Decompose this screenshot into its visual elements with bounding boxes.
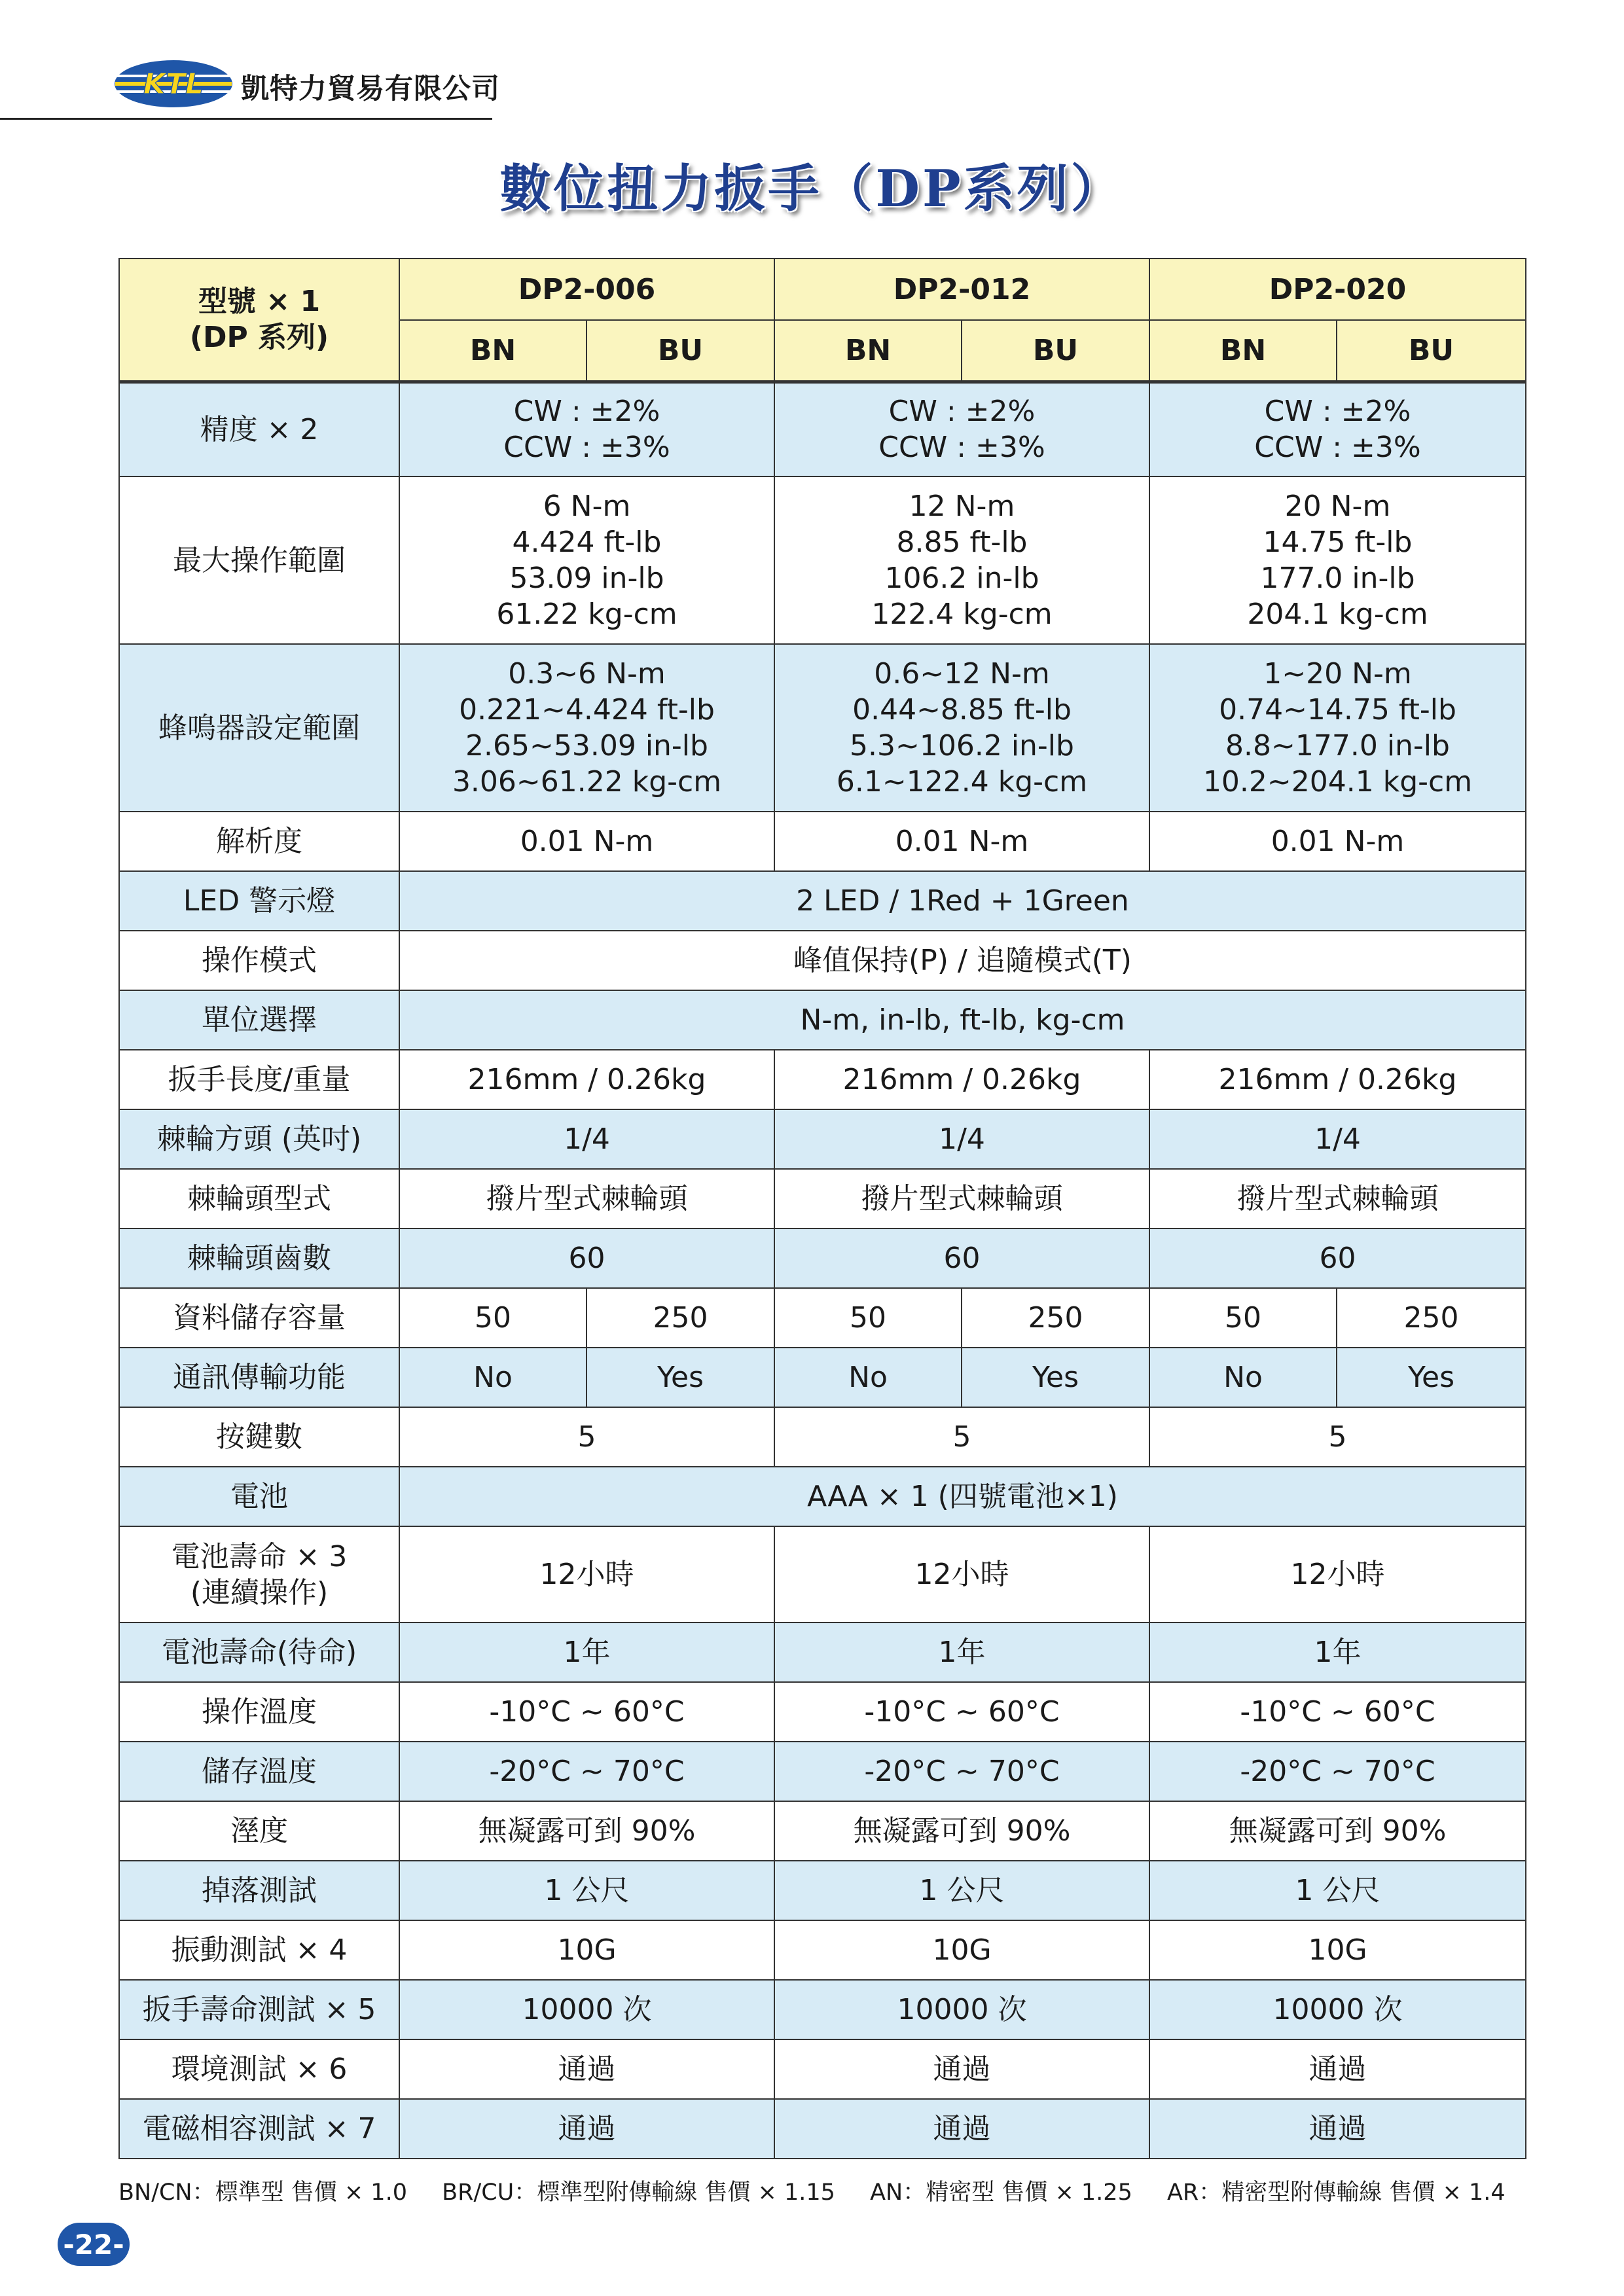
footnote-item: AR：精密型附傳輸線 售價 × 1.4 bbox=[1166, 2179, 1506, 2206]
value-cell: 50 bbox=[774, 1288, 962, 1348]
value-cell: CW : ±2% CCW : ±3% bbox=[774, 382, 1149, 476]
value-cell: 1/4 bbox=[399, 1109, 774, 1169]
value-cell: 0.01 N-m bbox=[399, 812, 774, 871]
value-cell: 峰值保持(P) / 追隨模式(T) bbox=[399, 931, 1526, 990]
row-label: 扳手長度/重量 bbox=[119, 1050, 399, 1109]
row-label: 環境測試 × 6 bbox=[119, 2039, 399, 2099]
value-cell: 1 公尺 bbox=[1149, 1861, 1526, 1920]
value-cell: 撥片型式棘輪頭 bbox=[399, 1169, 774, 1229]
row-label: 電池壽命 × 3 (連續操作) bbox=[119, 1526, 399, 1623]
variant-header: BN bbox=[399, 320, 586, 382]
row-label: 電池 bbox=[119, 1467, 399, 1526]
row-label: 振動測試 × 4 bbox=[119, 1920, 399, 1980]
value-cell: 50 bbox=[399, 1288, 586, 1348]
model-header: DP2-006 bbox=[399, 259, 774, 320]
value-cell: 216mm / 0.26kg bbox=[1149, 1050, 1526, 1109]
row-label: 操作溫度 bbox=[119, 1682, 399, 1742]
value-cell: 216mm / 0.26kg bbox=[399, 1050, 774, 1109]
row-mode bbox=[119, 931, 1526, 990]
row-label: 資料儲存容量 bbox=[119, 1288, 399, 1348]
row-storage-temp bbox=[119, 1742, 1526, 1801]
row-label: 通訊傳輸功能 bbox=[119, 1348, 399, 1407]
row-label: LED 警示燈 bbox=[119, 871, 399, 931]
variant-header: BU bbox=[962, 320, 1149, 382]
variant-header: BN bbox=[774, 320, 962, 382]
value-cell: 通過 bbox=[399, 2039, 774, 2099]
value-cell: 10000 次 bbox=[774, 1980, 1149, 2039]
row-label: 棘輪方頭 (英吋) bbox=[119, 1109, 399, 1169]
value-cell: -20°C ~ 70°C bbox=[399, 1742, 774, 1801]
value-cell: -10°C ~ 60°C bbox=[1149, 1682, 1526, 1742]
value-cell: -10°C ~ 60°C bbox=[774, 1682, 1149, 1742]
row-vibration bbox=[119, 1920, 1526, 1980]
value-cell: 10G bbox=[399, 1920, 774, 1980]
header-divider bbox=[0, 118, 492, 120]
value-cell: No bbox=[399, 1348, 586, 1407]
header-row-models bbox=[119, 259, 1526, 320]
model-label-cell: 型號 × 1 (DP 系列) bbox=[119, 259, 399, 382]
row-max-range bbox=[119, 476, 1526, 644]
value-cell: 1 公尺 bbox=[399, 1861, 774, 1920]
row-accuracy bbox=[119, 382, 1526, 476]
variant-header: BU bbox=[1337, 320, 1526, 382]
row-units bbox=[119, 990, 1526, 1050]
row-label: 儲存溫度 bbox=[119, 1742, 399, 1801]
row-label: 按鍵數 bbox=[119, 1407, 399, 1467]
row-standby bbox=[119, 1623, 1526, 1682]
row-life-test bbox=[119, 1980, 1526, 2039]
ktl-logo bbox=[113, 58, 234, 110]
page-number: -22- bbox=[58, 2223, 130, 2266]
row-drop-test bbox=[119, 1861, 1526, 1920]
row-resolution bbox=[119, 812, 1526, 871]
row-battery-life bbox=[119, 1526, 1526, 1623]
page-title: 數位扭力扳手（DP系列） bbox=[499, 159, 1125, 219]
value-cell: Yes bbox=[1337, 1348, 1526, 1407]
value-cell: 10000 次 bbox=[1149, 1980, 1526, 2039]
value-cell: 216mm / 0.26kg bbox=[774, 1050, 1149, 1109]
value-cell: 撥片型式棘輪頭 bbox=[1149, 1169, 1526, 1229]
row-label: 最大操作範圍 bbox=[119, 476, 399, 644]
footnote-item: BN/CN：標準型 售價 × 1.0 bbox=[118, 2179, 407, 2206]
value-cell: -20°C ~ 70°C bbox=[774, 1742, 1149, 1801]
value-cell: N-m, in-lb, ft-lb, kg-cm bbox=[399, 990, 1526, 1050]
value-cell: 通過 bbox=[774, 2099, 1149, 2159]
price-footnote bbox=[118, 2174, 1532, 2207]
variant-header: BU bbox=[586, 320, 774, 382]
row-label: 蜂鳴器設定範圍 bbox=[119, 644, 399, 812]
row-label: 電池壽命(待命) bbox=[119, 1623, 399, 1682]
row-led bbox=[119, 871, 1526, 931]
value-cell: 60 bbox=[1149, 1229, 1526, 1288]
value-cell: 12 N-m 8.85 ft-lb 106.2 in-lb 122.4 kg-cm bbox=[774, 476, 1149, 644]
row-label: 解析度 bbox=[119, 812, 399, 871]
value-cell: 通過 bbox=[1149, 2099, 1526, 2159]
row-env-test bbox=[119, 2039, 1526, 2099]
value-cell: 10G bbox=[774, 1920, 1149, 1980]
row-ratchet-teeth bbox=[119, 1229, 1526, 1288]
row-label: 單位選擇 bbox=[119, 990, 399, 1050]
value-cell: 無凝露可到 90% bbox=[774, 1801, 1149, 1861]
value-cell: 0.3~6 N-m 0.221~4.424 ft-lb 2.65~53.09 in-lb 3.06~61.22 kg-cm bbox=[399, 644, 774, 812]
row-transfer bbox=[119, 1348, 1526, 1407]
value-cell: 6 N-m 4.424 ft-lb 53.09 in-lb 61.22 kg-cm bbox=[399, 476, 774, 644]
value-cell: 1年 bbox=[1149, 1623, 1526, 1682]
value-cell: AAA × 1 (四號電池×1) bbox=[399, 1467, 1526, 1526]
value-cell: 通過 bbox=[1149, 2039, 1526, 2099]
value-cell: 250 bbox=[1337, 1288, 1526, 1348]
footnote-item: BR/CU：標準型附傳輸線 售價 × 1.15 bbox=[442, 2179, 835, 2206]
footnote-item: AN：精密型 售價 × 1.25 bbox=[870, 2179, 1132, 2206]
value-cell: 12小時 bbox=[399, 1526, 774, 1623]
value-cell: Yes bbox=[586, 1348, 774, 1407]
row-square-drive bbox=[119, 1109, 1526, 1169]
row-humidity bbox=[119, 1801, 1526, 1861]
value-cell: 1 公尺 bbox=[774, 1861, 1149, 1920]
value-cell: 12小時 bbox=[1149, 1526, 1526, 1623]
value-cell: 無凝露可到 90% bbox=[1149, 1801, 1526, 1861]
value-cell: 撥片型式棘輪頭 bbox=[774, 1169, 1149, 1229]
model-header: DP2-020 bbox=[1149, 259, 1526, 320]
value-cell: 1年 bbox=[774, 1623, 1149, 1682]
row-label: 操作模式 bbox=[119, 931, 399, 990]
row-label: 精度 × 2 bbox=[119, 382, 399, 476]
value-cell: 10G bbox=[1149, 1920, 1526, 1980]
value-cell: No bbox=[1149, 1348, 1337, 1407]
row-battery bbox=[119, 1467, 1526, 1526]
value-cell: 通過 bbox=[399, 2099, 774, 2159]
value-cell: 2 LED / 1Red + 1Green bbox=[399, 871, 1526, 931]
spec-table bbox=[118, 258, 1526, 2159]
value-cell: 5 bbox=[774, 1407, 1149, 1467]
value-cell: 0.6~12 N-m 0.44~8.85 ft-lb 5.3~106.2 in-lb 6.1~122.4 kg-cm bbox=[774, 644, 1149, 812]
value-cell: 0.01 N-m bbox=[774, 812, 1149, 871]
row-op-temp bbox=[119, 1682, 1526, 1742]
value-cell: 60 bbox=[399, 1229, 774, 1288]
value-cell: 5 bbox=[399, 1407, 774, 1467]
company-name: 凱特力貿易有限公司 bbox=[241, 73, 500, 105]
row-label: 棘輪頭型式 bbox=[119, 1169, 399, 1229]
value-cell: 12小時 bbox=[774, 1526, 1149, 1623]
row-keys bbox=[119, 1407, 1526, 1467]
value-cell: 20 N-m 14.75 ft-lb 177.0 in-lb 204.1 kg-cm bbox=[1149, 476, 1526, 644]
value-cell: CW : ±2% CCW : ±3% bbox=[1149, 382, 1526, 476]
value-cell: 250 bbox=[962, 1288, 1149, 1348]
value-cell: 1/4 bbox=[1149, 1109, 1526, 1169]
value-cell: 1/4 bbox=[774, 1109, 1149, 1169]
value-cell: 60 bbox=[774, 1229, 1149, 1288]
value-cell: Yes bbox=[962, 1348, 1149, 1407]
value-cell: 10000 次 bbox=[399, 1980, 774, 2039]
row-label: 電磁相容測試 × 7 bbox=[119, 2099, 399, 2159]
value-cell: 通過 bbox=[774, 2039, 1149, 2099]
value-cell: -10°C ~ 60°C bbox=[399, 1682, 774, 1742]
value-cell: 1年 bbox=[399, 1623, 774, 1682]
value-cell: 0.01 N-m bbox=[1149, 812, 1526, 871]
value-cell: -20°C ~ 70°C bbox=[1149, 1742, 1526, 1801]
row-label: 扳手壽命測試 × 5 bbox=[119, 1980, 399, 2039]
variant-header: BN bbox=[1149, 320, 1337, 382]
row-label: 溼度 bbox=[119, 1801, 399, 1861]
value-cell: 1~20 N-m 0.74~14.75 ft-lb 8.8~177.0 in-lb 10.2~204.1 kg-cm bbox=[1149, 644, 1526, 812]
row-ratchet-type bbox=[119, 1169, 1526, 1229]
value-cell: 250 bbox=[586, 1288, 774, 1348]
row-buzzer-range bbox=[119, 644, 1526, 812]
row-length-weight bbox=[119, 1050, 1526, 1109]
value-cell: No bbox=[774, 1348, 962, 1407]
row-emc-test bbox=[119, 2099, 1526, 2159]
row-memory bbox=[119, 1288, 1526, 1348]
value-cell: 無凝露可到 90% bbox=[399, 1801, 774, 1861]
value-cell: CW : ±2% CCW : ±3% bbox=[399, 382, 774, 476]
model-header: DP2-012 bbox=[774, 259, 1149, 320]
logo-text: KTL bbox=[143, 67, 204, 101]
row-label: 棘輪頭齒數 bbox=[119, 1229, 399, 1288]
value-cell: 50 bbox=[1149, 1288, 1337, 1348]
value-cell: 5 bbox=[1149, 1407, 1526, 1467]
row-label: 掉落測試 bbox=[119, 1861, 399, 1920]
